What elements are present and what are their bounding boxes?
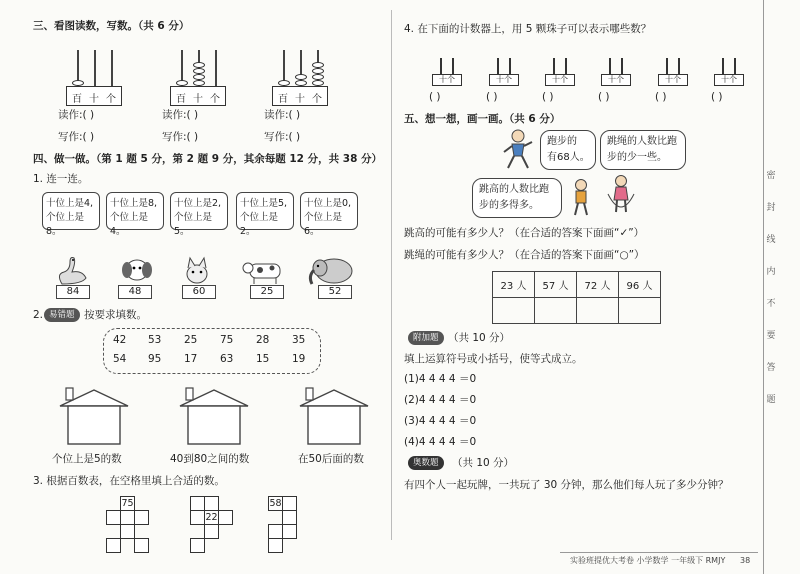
abacus-label-hundreds: 百	[278, 94, 288, 105]
counter-blank[interactable]: ( )	[542, 91, 554, 103]
grid-cell-blank[interactable]	[282, 496, 297, 511]
grid-cell-blank[interactable]	[190, 510, 205, 525]
counter-blank[interactable]: ( )	[429, 91, 441, 103]
equation[interactable]: (4)4 4 4 4 ＝0	[404, 436, 477, 448]
pool-number: 15	[256, 353, 270, 365]
connect-card[interactable]: 十位上是4, 个位上是8。	[42, 192, 100, 230]
dog-icon	[118, 256, 156, 286]
abacus-2	[170, 50, 230, 110]
pool-number: 53	[148, 334, 162, 346]
connect-card[interactable]: 十位上是8, 个位上是4。	[106, 192, 164, 230]
grid-cell-blank[interactable]	[120, 524, 135, 539]
grid-cell: 22	[205, 512, 218, 523]
counter-blank[interactable]: ( )	[486, 91, 498, 103]
abacus-label-ones: 个	[106, 94, 116, 105]
connect-card[interactable]: 十位上是5, 个位上是2。	[236, 192, 294, 230]
binding-char: 题	[766, 395, 776, 405]
grid-cell-blank[interactable]	[204, 524, 219, 539]
equation[interactable]: (3)4 4 4 4 ＝0	[404, 415, 477, 427]
counter-label: 十个	[601, 74, 631, 86]
read-blank-2[interactable]: 读作:( )	[162, 109, 199, 121]
page-number: 38	[740, 556, 751, 565]
grid-cell-blank[interactable]	[134, 510, 149, 525]
house-shape[interactable]	[52, 386, 136, 446]
answer-option: 57 人	[535, 272, 577, 298]
animal-number: 84	[56, 285, 90, 299]
grid-cell-blank[interactable]	[268, 524, 283, 539]
bubble-run: 跑步的 有68人。	[540, 130, 596, 170]
binding-char: 封	[766, 203, 776, 213]
grid-cell-blank[interactable]	[106, 538, 121, 553]
grid-cell-blank[interactable]	[190, 496, 205, 511]
q4-title: 4. 在下面的计数器上，用 5 颗珠子可以表示哪些数？	[404, 23, 652, 35]
q2-title: 按要求填数。	[84, 309, 147, 321]
counter-label: 十个	[489, 74, 519, 86]
abacus-1	[66, 50, 126, 110]
pool-number: 28	[256, 334, 270, 346]
animal-number: 25	[250, 285, 284, 299]
pool-number: 35	[292, 334, 306, 346]
running-boy-icon	[500, 128, 536, 172]
pool-number: 63	[220, 353, 234, 365]
bonus-instruction: 填上运算符号或小括号，使等式成立。	[404, 353, 583, 365]
footer-text: 实验班提优大考卷 小学数学 一年级下 RMJY	[570, 556, 726, 565]
abacus-label-tens: 十	[295, 94, 305, 105]
connect-card[interactable]: 十位上是2, 个位上是5。	[170, 192, 228, 230]
abacus-label-ones: 个	[312, 94, 322, 105]
elephant-icon	[306, 256, 358, 286]
bubble-jump: 跳高的人数比跑 步的多得多。	[472, 178, 562, 218]
house-shape[interactable]	[172, 386, 256, 446]
abacus-label-hundreds: 百	[72, 94, 82, 105]
connect-card[interactable]: 十位上是0, 个位上是6。	[300, 192, 358, 230]
q2-tag: 易错题	[44, 308, 80, 322]
olympiad-score: （共 10 分）	[452, 457, 515, 469]
answer-option: 72 人	[577, 272, 619, 298]
answer-table	[492, 271, 661, 324]
binding-char: 密	[766, 171, 776, 181]
grid-cell-blank[interactable]	[218, 510, 233, 525]
cow-icon	[242, 258, 286, 284]
bonus-tag: 附加题	[408, 331, 444, 345]
section3-title: 三、看图读数，写数。（共 6 分）	[33, 20, 190, 32]
grid-cell-blank[interactable]	[106, 510, 121, 525]
answer-option: 96 人	[619, 272, 661, 298]
counter-label: 十个	[714, 74, 744, 86]
equation[interactable]: (2)4 4 4 4 ＝0	[404, 394, 477, 406]
binding-line	[763, 0, 764, 574]
read-blank-1[interactable]: 读作:( )	[58, 109, 95, 121]
abacus-label-tens: 十	[193, 94, 203, 105]
olympiad-question: 有四个人一起玩牌，一共玩了 30 分钟，那么他们每人玩了多少分钟？	[404, 479, 729, 491]
bubble-rope: 跳绳的人数比跑 步的少一些。	[600, 130, 686, 170]
write-blank-1[interactable]: 写作:( )	[58, 131, 95, 143]
binding-char: 线	[766, 235, 776, 245]
cat-icon	[180, 256, 214, 286]
grid-cell-blank[interactable]	[204, 496, 219, 511]
grid-cell-blank[interactable]	[134, 538, 149, 553]
counter-blank[interactable]: ( )	[711, 91, 723, 103]
answer-blank[interactable]	[577, 298, 619, 324]
abacus-label-ones: 个	[210, 94, 220, 105]
olympiad-tag: 奥数题	[408, 456, 444, 470]
house-label: 个位上是5的数	[52, 453, 122, 465]
counter-label: 十个	[545, 74, 575, 86]
animal-number: 48	[118, 285, 152, 299]
pool-number: 17	[184, 353, 198, 365]
pool-number: 25	[184, 334, 198, 346]
grid-cell-blank[interactable]	[268, 538, 283, 553]
pool-number: 42	[113, 334, 127, 346]
read-blank-3[interactable]: 读作:( )	[264, 109, 301, 121]
section5-title: 五、想一想，画一画。（共 6 分）	[404, 113, 561, 125]
abacus-3	[272, 50, 332, 110]
pool-number: 19	[292, 353, 306, 365]
binding-char: 不	[766, 299, 776, 309]
grid-cell: 58	[269, 498, 282, 509]
footer-line	[560, 552, 758, 553]
rope-girl-icon	[604, 172, 638, 218]
equation[interactable]: (1)4 4 4 4 ＝0	[404, 373, 477, 385]
question-rope: 跳绳的可能有多少人？（在合适的答案下面画“○”）	[404, 249, 645, 261]
q3-title: 3. 根据百数表，在空格里填上合适的数。	[33, 475, 225, 487]
pool-number: 95	[148, 353, 162, 365]
write-blank-2[interactable]: 写作:( )	[162, 131, 199, 143]
counter-blank[interactable]: ( )	[598, 91, 610, 103]
grid-cell-blank[interactable]	[120, 510, 135, 525]
bonus-score: （共 10 分）	[448, 332, 511, 344]
animal-number: 60	[182, 285, 216, 299]
grid-cell-blank[interactable]	[282, 510, 297, 525]
swan-icon	[52, 254, 92, 288]
abacus-label-hundreds: 百	[176, 94, 186, 105]
section4-title: 四、做一做。（第 1 题 5 分，第 2 题 9 分，其余每题 12 分，共 38 分）	[33, 153, 383, 165]
answer-option: 23 人	[493, 272, 535, 298]
grid-cell-blank[interactable]	[190, 538, 205, 553]
binding-char: 答	[766, 363, 776, 373]
house-label: 在50后面的数	[298, 453, 364, 465]
page-divider	[391, 10, 392, 540]
abacus-label-tens: 十	[89, 94, 99, 105]
grid-cell-blank[interactable]	[282, 524, 297, 539]
number-pool	[103, 328, 321, 374]
q2-number: 2.	[33, 309, 44, 321]
animal-number: 52	[318, 285, 352, 299]
grid-cell: 75	[121, 498, 134, 509]
counter-label: 十个	[658, 74, 688, 86]
answer-blank[interactable]	[535, 298, 577, 324]
answer-blank[interactable]	[619, 298, 661, 324]
house-label: 40到80之间的数	[170, 453, 250, 465]
binding-char: 要	[766, 331, 776, 341]
answer-blank[interactable]	[493, 298, 535, 324]
question-high-jump: 跳高的可能有多少人？（在合适的答案下面画“✓”）	[404, 227, 645, 239]
house-shape[interactable]	[292, 386, 376, 446]
jumping-boy-icon	[568, 178, 594, 218]
pool-number: 75	[220, 334, 234, 346]
q1-title: 1. 连一连。	[33, 173, 89, 185]
binding-char: 内	[766, 267, 776, 277]
counter-label: 十个	[432, 74, 462, 86]
pool-number: 54	[113, 353, 127, 365]
write-blank-3[interactable]: 写作:( )	[264, 131, 301, 143]
counter-blank[interactable]: ( )	[655, 91, 667, 103]
